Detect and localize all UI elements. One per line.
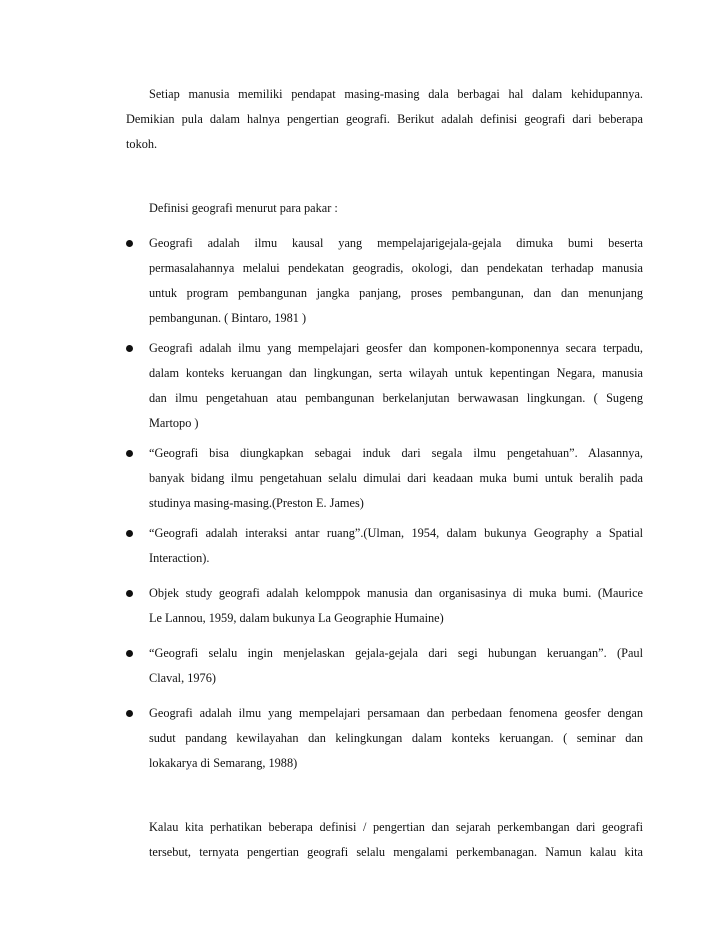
definition-line: sudut pandang kewilayahan dan kelingkungan dalam konteks keruangan. ( seminar dan	[149, 731, 643, 745]
definition-line: Objek study geografi adalah kelomppok manusia dan organisasinya di muka bumi. (Maurice	[149, 586, 643, 600]
intro-line: tokoh.	[126, 137, 158, 151]
definition-line: untuk program pembangunan jangka panjang, proses pembangunan, dan dan menunjang	[149, 286, 643, 300]
bullet-icon	[126, 450, 133, 457]
definition-line: pembangunan. ( Bintaro, 1981 )	[149, 311, 307, 325]
definitions-heading: Definisi geografi menurut para pakar :	[149, 201, 338, 215]
definition-line: Interaction).	[149, 551, 210, 565]
bullet-icon	[126, 240, 133, 247]
definition-line: Geografi adalah ilmu kausal yang mempelajarigejala-gejala dimuka bumi beserta	[149, 236, 643, 250]
definition-line: studinya masing-masing.(Preston E. James)	[149, 496, 364, 510]
definition-line: Geografi adalah ilmu yang mempelajari persamaan dan perbedaan fenomena geosfer dengan	[149, 706, 643, 720]
closing-line: tersebut, ternyata pengertian geografi selalu mengalami perkembanagan. Namun kalau kita	[149, 845, 643, 859]
definition-line: Claval, 1976)	[149, 671, 216, 685]
bullet-icon	[126, 650, 133, 657]
closing-line: Kalau kita perhatikan beberapa definisi / pengertian dan sejarah perkembangan dari geografi	[149, 820, 643, 834]
definition-line: “Geografi selalu ingin menjelaskan gejala-gejala dari segi hubungan keruangan”. (Paul	[149, 646, 643, 660]
definition-line: Le Lannou, 1959, dalam bukunya La Geographie Humaine)	[149, 611, 444, 625]
definition-line: “Geografi adalah interaksi antar ruang”.(Ulman, 1954, dalam bukunya Geography a Spatial	[149, 526, 643, 540]
definition-line: “Geografi bisa diungkapkan sebagai induk dari segala ilmu pengetahuan”. Alasannya,	[149, 446, 643, 460]
bullet-icon	[126, 345, 133, 352]
definition-line: dalam konteks keruangan dan lingkungan, serta wilayah untuk kepentingan Negara, manusia	[149, 366, 643, 380]
definition-line: lokakarya di Semarang, 1988)	[149, 756, 298, 770]
intro-line: Setiap manusia memiliki pendapat masing-masing dala berbagai hal dalam kehidupannya.	[149, 87, 643, 101]
definition-line: banyak bidang ilmu pengetahuan selalu dimulai dari keadaan muka bumi untuk beralih pada	[149, 471, 643, 485]
definition-line: Martopo )	[149, 416, 199, 430]
bullet-icon	[126, 710, 133, 717]
definition-line: Geografi adalah ilmu yang mempelajari geosfer dan komponen-komponennya secara terpadu,	[149, 341, 643, 355]
definition-line: permasalahannya melalui pendekatan geogradis, okologi, dan pendekatan terhadap manusia	[149, 261, 643, 275]
definition-line: dan ilmu pengetahuan atau pembangunan berkelanjutan berwawasan lingkungan. ( Sugeng	[149, 391, 643, 405]
intro-line: Demikian pula dalam halnya pengertian geografi. Berikut adalah definisi geografi dari beberapa	[126, 112, 643, 126]
bullet-icon	[126, 530, 133, 537]
bullet-icon	[126, 590, 133, 597]
